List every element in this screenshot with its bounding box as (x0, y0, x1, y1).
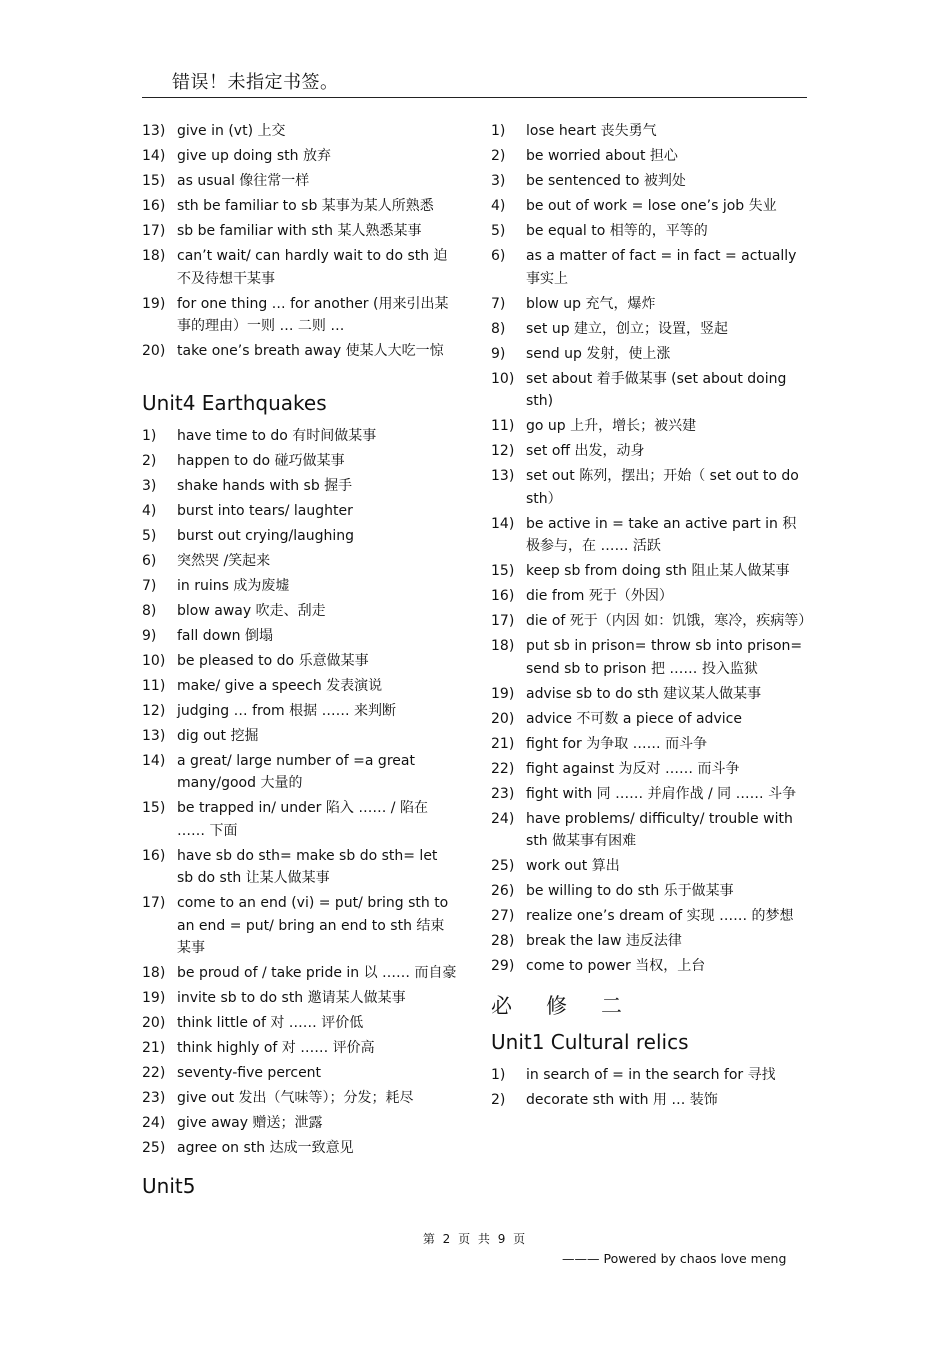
item-text: judging … from 根据 …… 来判断 (177, 702, 397, 719)
list-item (142, 450, 458, 473)
list-item (142, 600, 458, 623)
item-number: 28) (491, 933, 515, 949)
item-number: 18) (142, 965, 166, 981)
item-text: take one’s breath away 使某人大吃一惊 (177, 343, 444, 359)
item-text: a great/ large number of =a great many/good 大量的 (177, 752, 415, 791)
item-text: have problems/ difficulty/ trouble with sth 做某事有困难 (526, 810, 793, 849)
list-item (491, 855, 807, 878)
item-text: be worried about 担心 (526, 148, 678, 164)
item-number: 1) (142, 427, 157, 444)
bixiu-heading: 必修二 (491, 993, 656, 1018)
item-number: 14) (491, 515, 515, 532)
item-text: think highly of 对 …… 评价高 (177, 1040, 375, 1056)
item-text: sb be familiar with sth 某人熟悉某事 (177, 223, 422, 239)
item-number: 24) (142, 1115, 166, 1131)
item-number: 20) (491, 710, 515, 727)
item-number: 5) (142, 527, 157, 544)
list-item (491, 120, 807, 143)
item-text: set off 出发，动身 (526, 443, 645, 459)
item-number: 13) (142, 727, 166, 744)
list-item (491, 1064, 807, 1087)
list-item (491, 808, 807, 853)
list-item (491, 145, 807, 168)
item-number: 16) (142, 847, 166, 864)
unit5-heading: Unit5 (142, 1173, 196, 1198)
list-item (491, 465, 807, 510)
item-number: 29) (491, 958, 515, 974)
item-number: 19) (142, 295, 166, 312)
item-number: 3) (142, 477, 157, 494)
item-number: 2) (491, 148, 506, 164)
item-text: burst out crying/laughing (177, 527, 354, 544)
item-text: happen to do 碰巧做某事 (177, 452, 345, 469)
list-item (491, 318, 807, 341)
item-text: blow away 吹走、刮走 (177, 602, 326, 619)
item-text: set up 建立，创立；设置，竖起 (526, 320, 729, 337)
item-number: 15) (491, 563, 515, 579)
item-text: come to an end (vi) = put/ bring sth to an end = put/ bring an end to sth 结束某事 (177, 895, 449, 956)
list-item (142, 425, 458, 448)
list-item (491, 585, 807, 608)
item-number: 25) (491, 858, 515, 874)
item-text: burst into tears/ laughter (177, 502, 353, 519)
list-item (142, 750, 458, 795)
list-item (142, 725, 458, 748)
item-text: give away 赠送；泄露 (177, 1115, 323, 1131)
list-item (142, 1112, 458, 1135)
item-text: as usual 像往常一样 (177, 173, 310, 189)
list-item (142, 1012, 458, 1035)
item-number: 27) (491, 908, 515, 924)
list-item (491, 758, 807, 781)
item-text: put sb in prison= throw sb into prison= send sb to prison 把 …… 投入监狱 (526, 638, 803, 677)
list-item (142, 245, 458, 290)
item-number: 10) (142, 652, 166, 669)
page-header-title: 错误！未指定书签。 (172, 72, 339, 93)
list-item (491, 880, 807, 903)
item-number: 11) (491, 418, 515, 434)
item-text: be trapped in/ under 陷入 …… / 陷在 …… 下面 (177, 800, 428, 839)
item-text: go up 上升，增长；被兴建 (526, 418, 697, 434)
item-text: fall down 倒塌 (177, 627, 273, 644)
item-text: for one thing … for another (用来引出某事的理由）一则 … 二则 … (177, 295, 449, 334)
list-item (142, 145, 458, 168)
item-number: 6) (142, 552, 157, 569)
item-text: give up doing sth 放弃 (177, 148, 331, 164)
item-number: 14) (142, 752, 166, 769)
item-number: 17) (491, 613, 515, 629)
list-item (491, 708, 807, 731)
list-item (142, 220, 458, 243)
item-number: 12) (491, 443, 515, 459)
item-text: die from 死于（外因） (526, 588, 673, 604)
item-number: 21) (491, 735, 515, 752)
item-text: fight for 为争取 …… 而斗争 (526, 735, 708, 752)
item-number: 16) (491, 588, 515, 604)
item-number: 2) (491, 1091, 506, 1108)
list-item (142, 1062, 458, 1085)
item-text: be pleased to do 乐意做某事 (177, 652, 369, 669)
list-item (142, 293, 458, 338)
right-column (491, 120, 813, 1114)
item-number: 12) (142, 702, 166, 719)
item-number: 26) (491, 883, 515, 899)
item-number: 4) (142, 502, 157, 519)
item-number: 22) (491, 760, 515, 777)
item-number: 3) (491, 173, 506, 189)
list-item (491, 220, 807, 243)
left-list-a (142, 120, 458, 363)
item-text: as a matter of fact = in fact = actually 事实上 (526, 248, 797, 287)
item-text: realize one’s dream of 实现 …… 的梦想 (526, 908, 794, 924)
list-item (142, 1137, 458, 1160)
list-item (142, 845, 458, 890)
item-number: 21) (142, 1040, 166, 1056)
item-text: be sentenced to 被判处 (526, 173, 686, 189)
list-item (142, 575, 458, 598)
item-number: 7) (142, 577, 157, 594)
list-item (491, 905, 807, 928)
list-item (142, 625, 458, 648)
list-item (491, 733, 807, 756)
item-text: have sb do sth= make sb do sth= let sb do sth 让某人做某事 (177, 847, 438, 886)
list-item (491, 513, 807, 558)
list-item (142, 550, 458, 573)
list-item (142, 500, 458, 523)
item-text: give in (vt) 上交 (177, 123, 286, 139)
item-text: blow up 充气，爆炸 (526, 295, 656, 312)
item-number: 13) (142, 123, 166, 139)
item-number: 24) (491, 810, 515, 827)
item-text: be willing to do sth 乐于做某事 (526, 883, 734, 899)
list-item (142, 195, 458, 218)
item-number: 16) (142, 198, 166, 214)
item-text: keep sb from doing sth 阻止某人做某事 (526, 563, 790, 579)
item-number: 9) (142, 627, 157, 644)
item-number: 2) (142, 452, 157, 469)
right-list-b (491, 1064, 807, 1112)
item-text: set about 着手做某事 (set about doing sth) (526, 370, 787, 409)
item-number: 17) (142, 895, 166, 911)
list-item (142, 650, 458, 673)
item-text: in search of = in the search for 寻找 (526, 1066, 776, 1083)
list-item (142, 525, 458, 548)
item-text: seventy-five percent (177, 1065, 322, 1081)
list-item (142, 700, 458, 723)
list-item (491, 560, 807, 583)
left-column (142, 120, 458, 1208)
item-number: 10) (491, 370, 515, 387)
right-list-a (491, 120, 813, 978)
item-number: 15) (142, 173, 166, 189)
item-number: 25) (142, 1140, 166, 1156)
item-text: send up 发射，使上涨 (526, 345, 671, 362)
list-item (491, 1089, 807, 1112)
list-item (142, 797, 458, 842)
item-number: 1) (491, 1066, 506, 1083)
item-text: dig out 挖掘 (177, 727, 259, 744)
item-text: make/ give a speech 发表演说 (177, 677, 383, 694)
item-number: 13) (491, 468, 515, 484)
item-text: in ruins 成为废墟 (177, 577, 290, 594)
item-text: advice 不可数 a piece of advice (526, 710, 742, 727)
item-text: 突然哭 /笑起来 (177, 552, 271, 569)
item-number: 17) (142, 223, 166, 239)
list-item (491, 170, 807, 193)
item-text: have time to do 有时间做某事 (177, 427, 377, 444)
item-number: 5) (491, 223, 506, 239)
list-item (142, 962, 458, 985)
item-text: work out 算出 (526, 858, 620, 874)
item-number: 15) (142, 800, 166, 816)
item-number: 1) (491, 123, 506, 139)
item-text: decorate sth with 用 … 装饰 (526, 1091, 718, 1108)
item-text: advise sb to do sth 建议某人做某事 (526, 685, 762, 702)
list-item (491, 293, 807, 316)
item-text: be active in = take an active part in 积极参与，在 …… 活跃 (526, 515, 797, 554)
header-divider (142, 97, 807, 98)
item-text: think little of 对 …… 评价低 (177, 1015, 364, 1031)
item-text: break the law 违反法律 (526, 933, 682, 949)
item-number: 22) (142, 1065, 166, 1081)
item-text: can’t wait/ can hardly wait to do sth 迫不及待想干某事 (177, 248, 448, 287)
item-number: 19) (142, 990, 166, 1006)
list-item (142, 1037, 458, 1060)
item-text: give out 发出（气味等）；分发；耗尽 (177, 1090, 414, 1106)
list-item (491, 955, 807, 978)
list-item (142, 987, 458, 1010)
list-item (491, 440, 807, 463)
item-number: 14) (142, 148, 166, 164)
list-item (142, 340, 458, 363)
list-item (491, 683, 807, 706)
unit1-heading: Unit1 Cultural relics (491, 1029, 689, 1054)
item-text: be out of work = lose one’s job 失业 (526, 198, 777, 214)
list-item (142, 675, 458, 698)
list-item (491, 368, 807, 413)
list-item (491, 245, 807, 290)
item-text: fight with 同 …… 并肩作战 / 同 …… 斗争 (526, 785, 797, 802)
item-text: set out 陈列，摆出；开始（ set out to do sth） (526, 468, 799, 507)
list-item (142, 120, 458, 143)
list-item (491, 415, 807, 438)
item-text: invite sb to do sth 邀请某人做某事 (177, 990, 406, 1006)
item-number: 23) (142, 1090, 166, 1106)
item-number: 18) (142, 248, 166, 264)
item-number: 8) (142, 602, 157, 619)
item-number: 19) (491, 685, 515, 702)
item-text: shake hands with sb 握手 (177, 477, 353, 494)
list-item (142, 475, 458, 498)
item-number: 23) (491, 785, 515, 802)
list-item (491, 635, 807, 680)
item-text: be equal to 相等的，平等的 (526, 223, 708, 239)
item-number: 18) (491, 638, 515, 654)
list-item (142, 1087, 458, 1110)
item-text: fight against 为反对 …… 而斗争 (526, 760, 740, 777)
powered-by: ——— Powered by chaos love meng (562, 1251, 787, 1266)
item-number: 11) (142, 677, 166, 694)
item-number: 20) (142, 1015, 166, 1031)
unit4-heading: Unit4 Earthquakes (142, 390, 327, 415)
item-number: 8) (491, 320, 506, 337)
item-text: come to power 当权，上台 (526, 958, 706, 974)
list-item (491, 930, 807, 953)
item-text: agree on sth 达成一致意见 (177, 1140, 354, 1156)
list-item (491, 195, 807, 218)
item-number: 20) (142, 343, 166, 359)
item-number: 7) (491, 295, 506, 312)
page-number: 第 2 页 共 9 页 (422, 1232, 528, 1246)
list-item (491, 343, 807, 366)
list-item (491, 610, 813, 633)
item-number: 4) (491, 198, 506, 214)
list-item (491, 783, 807, 806)
left-list-b (142, 425, 458, 1160)
list-item (142, 892, 458, 960)
item-text: be proud of / take pride in 以 …… 而自豪 (177, 965, 457, 981)
item-text: sth be familiar to sb 某事为某人所熟悉 (177, 198, 434, 214)
item-text: die of 死于（内因 如：饥饿，寒冷，疾病等） (526, 613, 813, 629)
item-text: lose heart 丧失勇气 (526, 123, 657, 139)
list-item (142, 170, 458, 193)
item-number: 6) (491, 248, 506, 264)
item-number: 9) (491, 345, 506, 362)
